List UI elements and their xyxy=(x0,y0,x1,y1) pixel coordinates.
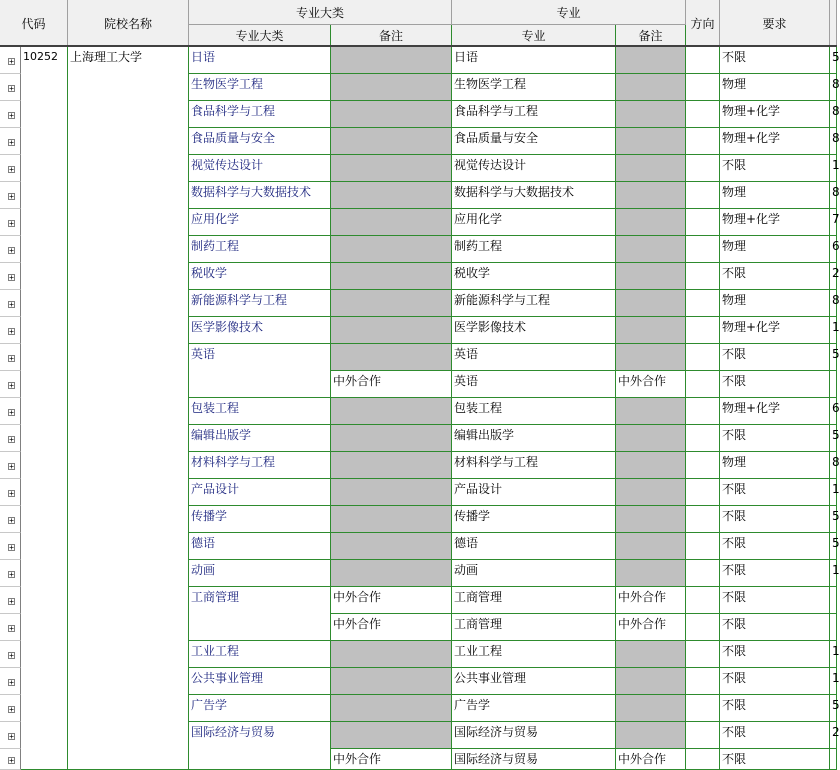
major-cell[interactable]: 工商管理 xyxy=(452,587,616,614)
requirement-cell[interactable]: 不限 xyxy=(720,749,830,770)
major-cell[interactable]: 动画 xyxy=(452,560,616,587)
extra-cell[interactable]: 5 xyxy=(830,344,837,371)
category-cell[interactable]: 产品设计 xyxy=(189,479,331,506)
requirement-cell[interactable]: 不限 xyxy=(720,479,830,506)
header-category-group: 专业大类 xyxy=(189,0,452,25)
category-note-cell[interactable] xyxy=(331,182,452,209)
direction-cell[interactable] xyxy=(686,101,720,128)
direction-cell[interactable] xyxy=(686,614,720,641)
requirement-cell[interactable]: 物理 xyxy=(720,452,830,479)
expand-icon[interactable]: + xyxy=(9,246,14,255)
category-note-cell[interactable]: 中外合作 xyxy=(331,587,452,614)
category-note-cell[interactable] xyxy=(331,155,452,182)
extra-cell[interactable]: 1 xyxy=(830,560,837,587)
major-cell[interactable]: 数据科学与大数据技术 xyxy=(452,182,616,209)
requirement-cell[interactable]: 不限 xyxy=(720,47,830,74)
major-note-cell[interactable] xyxy=(616,263,686,290)
direction-cell[interactable] xyxy=(686,587,720,614)
requirement-cell[interactable]: 物理+化学 xyxy=(720,128,830,155)
major-note-cell[interactable] xyxy=(616,47,686,74)
expand-icon[interactable]: + xyxy=(9,354,14,363)
major-cell[interactable]: 制药工程 xyxy=(452,236,616,263)
major-note-cell[interactable] xyxy=(616,290,686,317)
direction-cell[interactable] xyxy=(686,452,720,479)
category-note-cell[interactable]: 中外合作 xyxy=(331,614,452,641)
extra-cell[interactable]: 8 xyxy=(830,182,837,209)
expand-icon[interactable]: + xyxy=(9,111,14,120)
extra-cell[interactable]: 1 xyxy=(830,641,837,668)
category-cell[interactable]: 传播学 xyxy=(189,506,331,533)
category-note-cell[interactable] xyxy=(331,722,452,749)
expand-icon[interactable]: + xyxy=(9,165,14,174)
extra-cell[interactable]: 5 xyxy=(830,506,837,533)
major-cell[interactable]: 广告学 xyxy=(452,695,616,722)
expand-icon[interactable]: + xyxy=(9,570,14,579)
major-cell[interactable]: 食品质量与安全 xyxy=(452,128,616,155)
category-note-cell[interactable]: 中外合作 xyxy=(331,749,452,770)
expand-icon[interactable]: + xyxy=(9,597,14,606)
extra-cell[interactable]: 5 xyxy=(830,425,837,452)
category-cell[interactable]: 英语 xyxy=(189,344,331,398)
category-cell[interactable]: 德语 xyxy=(189,533,331,560)
category-cell[interactable]: 材料科学与工程 xyxy=(189,452,331,479)
expand-icon[interactable]: + xyxy=(9,624,14,633)
major-note-cell[interactable] xyxy=(616,128,686,155)
category-cell[interactable]: 公共事业管理 xyxy=(189,668,331,695)
direction-cell[interactable] xyxy=(686,290,720,317)
requirement-cell[interactable]: 不限 xyxy=(720,587,830,614)
requirement-cell[interactable]: 物理+化学 xyxy=(720,101,830,128)
category-note-cell[interactable] xyxy=(331,263,452,290)
major-cell[interactable]: 生物医学工程 xyxy=(452,74,616,101)
category-cell[interactable]: 制药工程 xyxy=(189,236,331,263)
major-cell[interactable]: 税收学 xyxy=(452,263,616,290)
requirement-cell[interactable]: 不限 xyxy=(720,371,830,398)
category-cell[interactable]: 生物医学工程 xyxy=(189,74,331,101)
direction-cell[interactable] xyxy=(686,722,720,749)
expand-icon[interactable]: + xyxy=(9,327,14,336)
requirement-cell[interactable]: 不限 xyxy=(720,614,830,641)
requirement-cell[interactable]: 不限 xyxy=(720,155,830,182)
direction-cell[interactable] xyxy=(686,425,720,452)
category-cell[interactable]: 食品科学与工程 xyxy=(189,101,331,128)
requirement-cell[interactable]: 物理 xyxy=(720,74,830,101)
extra-cell[interactable]: 7 xyxy=(830,209,837,236)
header-category-note[interactable]: 备注 xyxy=(331,25,452,47)
category-note-cell[interactable] xyxy=(331,101,452,128)
category-note-cell[interactable] xyxy=(331,641,452,668)
major-cell[interactable]: 国际经济与贸易 xyxy=(452,749,616,770)
category-cell[interactable]: 视觉传达设计 xyxy=(189,155,331,182)
direction-cell[interactable] xyxy=(686,668,720,695)
header-direction[interactable]: 方向 xyxy=(686,0,720,47)
requirement-cell[interactable]: 物理 xyxy=(720,290,830,317)
direction-cell[interactable] xyxy=(686,209,720,236)
major-note-cell[interactable] xyxy=(616,425,686,452)
category-note-cell[interactable] xyxy=(331,452,452,479)
expand-icon[interactable]: + xyxy=(9,435,14,444)
direction-cell[interactable] xyxy=(686,398,720,425)
expand-icon[interactable]: + xyxy=(9,84,14,93)
expand-icon[interactable]: + xyxy=(9,651,14,660)
header-major-group: 专业 xyxy=(452,0,686,25)
major-cell[interactable]: 食品科学与工程 xyxy=(452,101,616,128)
extra-cell[interactable]: 8 xyxy=(830,128,837,155)
expand-icon[interactable]: + xyxy=(9,192,14,201)
major-cell[interactable]: 传播学 xyxy=(452,506,616,533)
category-note-cell[interactable]: 中外合作 xyxy=(331,371,452,398)
expand-icon[interactable]: + xyxy=(9,705,14,714)
category-cell[interactable]: 工商管理 xyxy=(189,587,331,641)
major-note-cell[interactable] xyxy=(616,344,686,371)
expand-icon[interactable]: + xyxy=(9,219,14,228)
major-note-cell[interactable]: 中外合作 xyxy=(616,587,686,614)
major-note-cell[interactable] xyxy=(616,560,686,587)
direction-cell[interactable] xyxy=(686,533,720,560)
expand-icon[interactable]: + xyxy=(9,756,14,765)
major-note-cell[interactable]: 中外合作 xyxy=(616,749,686,770)
category-note-cell[interactable] xyxy=(331,128,452,155)
requirement-cell[interactable]: 物理+化学 xyxy=(720,398,830,425)
category-note-cell[interactable] xyxy=(331,317,452,344)
extra-cell[interactable]: 8 xyxy=(830,290,837,317)
extra-cell[interactable]: 1 xyxy=(830,155,837,182)
category-note-cell[interactable] xyxy=(331,344,452,371)
requirement-cell[interactable]: 不限 xyxy=(720,533,830,560)
direction-cell[interactable] xyxy=(686,263,720,290)
category-note-cell[interactable] xyxy=(331,398,452,425)
major-note-cell[interactable] xyxy=(616,452,686,479)
expand-icon[interactable]: + xyxy=(9,462,14,471)
category-note-cell[interactable] xyxy=(331,236,452,263)
major-cell[interactable]: 公共事业管理 xyxy=(452,668,616,695)
major-note-cell[interactable]: 中外合作 xyxy=(616,371,686,398)
major-note-cell[interactable] xyxy=(616,317,686,344)
category-note-cell[interactable] xyxy=(331,479,452,506)
extra-cell[interactable]: 2 xyxy=(830,263,837,290)
extra-cell[interactable] xyxy=(830,587,837,614)
category-note-cell[interactable] xyxy=(331,47,452,74)
major-note-cell[interactable] xyxy=(616,641,686,668)
extra-cell[interactable]: 8 xyxy=(830,74,837,101)
direction-cell[interactable] xyxy=(686,479,720,506)
category-note-cell[interactable] xyxy=(331,533,452,560)
major-note-cell[interactable] xyxy=(616,506,686,533)
major-cell[interactable]: 英语 xyxy=(452,344,616,371)
extra-cell[interactable]: 2 xyxy=(830,722,837,749)
extra-cell[interactable]: 6 xyxy=(830,236,837,263)
major-note-cell[interactable] xyxy=(616,722,686,749)
direction-cell[interactable] xyxy=(686,371,720,398)
expand-icon[interactable]: + xyxy=(9,273,14,282)
major-cell[interactable]: 包装工程 xyxy=(452,398,616,425)
direction-cell[interactable] xyxy=(686,695,720,722)
requirement-cell[interactable]: 物理+化学 xyxy=(720,209,830,236)
direction-cell[interactable] xyxy=(686,560,720,587)
expand-icon[interactable]: + xyxy=(9,732,14,741)
header-requirement[interactable]: 要求 xyxy=(720,0,830,47)
requirement-cell[interactable]: 不限 xyxy=(720,641,830,668)
category-note-cell[interactable] xyxy=(331,560,452,587)
requirement-cell[interactable]: 不限 xyxy=(720,344,830,371)
major-note-cell[interactable] xyxy=(616,695,686,722)
major-cell[interactable]: 材料科学与工程 xyxy=(452,452,616,479)
category-note-cell[interactable] xyxy=(331,290,452,317)
direction-cell[interactable] xyxy=(686,155,720,182)
header-major[interactable]: 专业 xyxy=(452,25,616,47)
requirement-cell[interactable]: 不限 xyxy=(720,560,830,587)
category-cell[interactable]: 国际经济与贸易 xyxy=(189,722,331,770)
header-code[interactable]: 代码 xyxy=(0,0,68,47)
expand-icon[interactable]: + xyxy=(9,408,14,417)
direction-cell[interactable] xyxy=(686,74,720,101)
expand-icon[interactable]: + xyxy=(9,489,14,498)
direction-cell[interactable] xyxy=(686,344,720,371)
category-cell[interactable]: 动画 xyxy=(189,560,331,587)
requirement-cell[interactable]: 不限 xyxy=(720,425,830,452)
category-cell[interactable]: 食品质量与安全 xyxy=(189,128,331,155)
direction-cell[interactable] xyxy=(686,236,720,263)
direction-cell[interactable] xyxy=(686,182,720,209)
extra-cell[interactable]: 1 xyxy=(830,668,837,695)
major-cell[interactable]: 视觉传达设计 xyxy=(452,155,616,182)
school-code-cell[interactable]: 10252 xyxy=(21,47,68,770)
extra-cell[interactable]: 8 xyxy=(830,452,837,479)
category-cell[interactable]: 广告学 xyxy=(189,695,331,722)
expand-icon[interactable]: + xyxy=(9,543,14,552)
extra-cell[interactable] xyxy=(830,749,837,770)
major-cell[interactable]: 医学影像技术 xyxy=(452,317,616,344)
expand-icon[interactable]: + xyxy=(9,381,14,390)
major-cell[interactable]: 工业工程 xyxy=(452,641,616,668)
direction-cell[interactable] xyxy=(686,317,720,344)
extra-cell[interactable] xyxy=(830,614,837,641)
direction-cell[interactable] xyxy=(686,641,720,668)
major-cell[interactable]: 日语 xyxy=(452,47,616,74)
major-note-cell[interactable] xyxy=(616,209,686,236)
major-note-cell[interactable] xyxy=(616,533,686,560)
major-note-cell[interactable] xyxy=(616,479,686,506)
expand-icon[interactable]: + xyxy=(9,516,14,525)
direction-cell[interactable] xyxy=(686,749,720,770)
extra-cell[interactable]: 5 xyxy=(830,533,837,560)
major-cell[interactable]: 新能源科学与工程 xyxy=(452,290,616,317)
extra-cell[interactable]: 1 xyxy=(830,317,837,344)
category-note-cell[interactable] xyxy=(331,209,452,236)
requirement-cell[interactable]: 物理+化学 xyxy=(720,317,830,344)
requirement-cell[interactable]: 不限 xyxy=(720,506,830,533)
major-note-cell[interactable] xyxy=(616,74,686,101)
extra-cell[interactable] xyxy=(830,371,837,398)
requirement-cell[interactable]: 不限 xyxy=(720,668,830,695)
extra-cell[interactable]: 6 xyxy=(830,398,837,425)
major-cell[interactable]: 德语 xyxy=(452,533,616,560)
requirement-cell[interactable]: 物理 xyxy=(720,236,830,263)
category-cell[interactable]: 医学影像技术 xyxy=(189,317,331,344)
major-note-cell[interactable] xyxy=(616,236,686,263)
category-cell[interactable]: 应用化学 xyxy=(189,209,331,236)
category-cell[interactable]: 税收学 xyxy=(189,263,331,290)
extra-cell[interactable]: 1 xyxy=(830,479,837,506)
category-note-cell[interactable] xyxy=(331,668,452,695)
expand-icon[interactable]: + xyxy=(9,57,14,66)
major-cell[interactable]: 国际经济与贸易 xyxy=(452,722,616,749)
category-cell[interactable]: 新能源科学与工程 xyxy=(189,290,331,317)
extra-cell[interactable]: 5 xyxy=(830,47,837,74)
category-cell[interactable]: 编辑出版学 xyxy=(189,425,331,452)
major-cell[interactable]: 应用化学 xyxy=(452,209,616,236)
major-note-cell[interactable] xyxy=(616,668,686,695)
header-extra[interactable] xyxy=(830,0,837,47)
category-cell[interactable]: 数据科学与大数据技术 xyxy=(189,182,331,209)
header-school-name[interactable]: 院校名称 xyxy=(68,0,189,47)
expand-icon[interactable]: + xyxy=(9,138,14,147)
major-note-cell[interactable] xyxy=(616,155,686,182)
category-cell[interactable]: 日语 xyxy=(189,47,331,74)
major-cell[interactable]: 产品设计 xyxy=(452,479,616,506)
major-note-cell[interactable] xyxy=(616,398,686,425)
extra-cell[interactable]: 8 xyxy=(830,101,837,128)
category-cell[interactable]: 包装工程 xyxy=(189,398,331,425)
direction-cell[interactable] xyxy=(686,506,720,533)
category-note-cell[interactable] xyxy=(331,425,452,452)
header-category[interactable]: 专业大类 xyxy=(189,25,331,47)
direction-cell[interactable] xyxy=(686,128,720,155)
header-major-note[interactable]: 备注 xyxy=(616,25,686,47)
expand-icon[interactable]: + xyxy=(9,678,14,687)
major-cell[interactable]: 工商管理 xyxy=(452,614,616,641)
category-cell[interactable]: 工业工程 xyxy=(189,641,331,668)
requirement-cell[interactable]: 物理 xyxy=(720,182,830,209)
requirement-cell[interactable]: 不限 xyxy=(720,695,830,722)
major-note-cell[interactable] xyxy=(616,182,686,209)
requirement-cell[interactable]: 不限 xyxy=(720,722,830,749)
school-name-cell[interactable]: 上海理工大学 xyxy=(68,47,189,770)
category-note-cell[interactable] xyxy=(331,506,452,533)
major-note-cell[interactable] xyxy=(616,101,686,128)
category-note-cell[interactable] xyxy=(331,695,452,722)
category-note-cell[interactable] xyxy=(331,74,452,101)
extra-cell[interactable]: 5 xyxy=(830,695,837,722)
requirement-cell[interactable]: 不限 xyxy=(720,263,830,290)
major-cell[interactable]: 编辑出版学 xyxy=(452,425,616,452)
expand-icon[interactable]: + xyxy=(9,300,14,309)
direction-cell[interactable] xyxy=(686,47,720,74)
major-note-cell[interactable]: 中外合作 xyxy=(616,614,686,641)
major-cell[interactable]: 英语 xyxy=(452,371,616,398)
